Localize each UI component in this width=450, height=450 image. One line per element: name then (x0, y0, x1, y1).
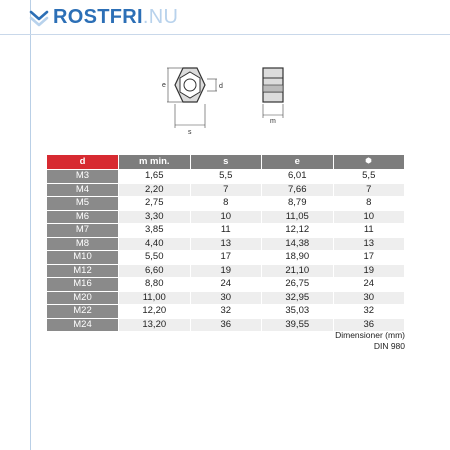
column-header-d: d (47, 155, 119, 170)
cell-e: 21,10 (262, 264, 334, 278)
cell-s: 19 (190, 264, 262, 278)
cell-key: 8 (333, 197, 405, 211)
cell-e: 26,75 (262, 278, 334, 292)
dim-label-m: m (270, 118, 276, 125)
table-row (47, 197, 405, 211)
cell-s: 7 (190, 183, 262, 197)
cell-d: M6 (47, 210, 119, 224)
table-row (47, 224, 405, 238)
footnote (335, 330, 405, 351)
cell-key: 24 (333, 278, 405, 292)
cell-s: 17 (190, 251, 262, 265)
cell-m-min: 3,30 (119, 210, 191, 224)
cell-d: M24 (47, 318, 119, 331)
cell-m-min: 3,85 (119, 224, 191, 238)
cell-s: 10 (190, 210, 262, 224)
cell-e: 6,01 (262, 170, 334, 184)
cell-key: 30 (333, 291, 405, 305)
dim-label-e: e (162, 82, 166, 89)
cell-s: 5,5 (190, 170, 262, 184)
cell-s: 24 (190, 278, 262, 292)
standard-note: DIN 980 (373, 340, 405, 351)
cell-d: M5 (47, 197, 119, 211)
cell-m-min: 2,20 (119, 183, 191, 197)
cell-d: M22 (47, 305, 119, 319)
cell-key: 32 (333, 305, 405, 319)
cell-d: M16 (47, 278, 119, 292)
cell-e: 14,38 (262, 237, 334, 251)
cell-e: 7,66 (262, 183, 334, 197)
cell-m-min: 1,65 (119, 170, 191, 184)
sidebar-divider (30, 0, 31, 450)
hex-icon (365, 157, 372, 164)
brand-logo (28, 5, 178, 29)
cell-key: 10 (333, 210, 405, 224)
cell-s: 32 (190, 305, 262, 319)
cell-d: M10 (47, 251, 119, 265)
table-header-row (47, 155, 405, 170)
dimension-table (47, 155, 405, 331)
cell-e: 12,12 (262, 224, 334, 238)
dim-label-s: s (188, 129, 192, 136)
table-row (47, 183, 405, 197)
cell-d: M20 (47, 291, 119, 305)
table-row (47, 305, 405, 319)
cell-e: 39,55 (262, 318, 334, 331)
cell-d: M4 (47, 183, 119, 197)
cell-m-min: 11,00 (119, 291, 191, 305)
cell-m-min: 13,20 (119, 318, 191, 331)
column-header-m-min: m min. (119, 155, 191, 170)
cell-key: 7 (333, 183, 405, 197)
table-body (47, 170, 405, 332)
table-row (47, 237, 405, 251)
brand-name (53, 5, 178, 29)
table-row (47, 170, 405, 184)
cell-key: 11 (333, 224, 405, 238)
brand-name-suffix: .NU (142, 6, 179, 28)
cell-key: 19 (333, 264, 405, 278)
cell-m-min: 6,60 (119, 264, 191, 278)
cell-m-min: 8,80 (119, 278, 191, 292)
cell-key: 13 (333, 237, 405, 251)
cell-d: M12 (47, 264, 119, 278)
cell-e: 11,05 (262, 210, 334, 224)
cell-m-min: 12,20 (119, 305, 191, 319)
brand-name-main: ROSTFRI (53, 6, 143, 28)
cell-e: 32,95 (262, 291, 334, 305)
column-header-e: e (262, 155, 334, 170)
nut-bore (184, 79, 196, 91)
dim-label-d: d (219, 83, 223, 90)
cell-key: 17 (333, 251, 405, 265)
cell-m-min: 2,75 (119, 197, 191, 211)
cell-d: M3 (47, 170, 119, 184)
cell-e: 35,03 (262, 305, 334, 319)
cell-d: M8 (47, 237, 119, 251)
cell-s: 36 (190, 318, 262, 331)
column-header-key-size (333, 155, 405, 170)
table-row (47, 251, 405, 265)
cell-e: 8,79 (262, 197, 334, 211)
cell-s: 13 (190, 237, 262, 251)
cell-s: 8 (190, 197, 262, 211)
cell-s: 30 (190, 291, 262, 305)
header-divider (0, 34, 450, 35)
logo-chevron-icon (28, 6, 50, 28)
cell-key: 5,5 (333, 170, 405, 184)
units-note: Dimensioner (mm) (335, 330, 405, 340)
table-row (47, 278, 405, 292)
cell-m-min: 4,40 (119, 237, 191, 251)
cell-e: 18,90 (262, 251, 334, 265)
table-row (47, 210, 405, 224)
cell-key: 36 (333, 318, 405, 331)
table-row (47, 264, 405, 278)
hex-nut-drawing (155, 58, 305, 138)
cell-m-min: 5,50 (119, 251, 191, 265)
table-row (47, 291, 405, 305)
cell-s: 11 (190, 224, 262, 238)
cell-d: M7 (47, 224, 119, 238)
column-header-s: s (190, 155, 262, 170)
nut-side-thread (263, 85, 283, 92)
